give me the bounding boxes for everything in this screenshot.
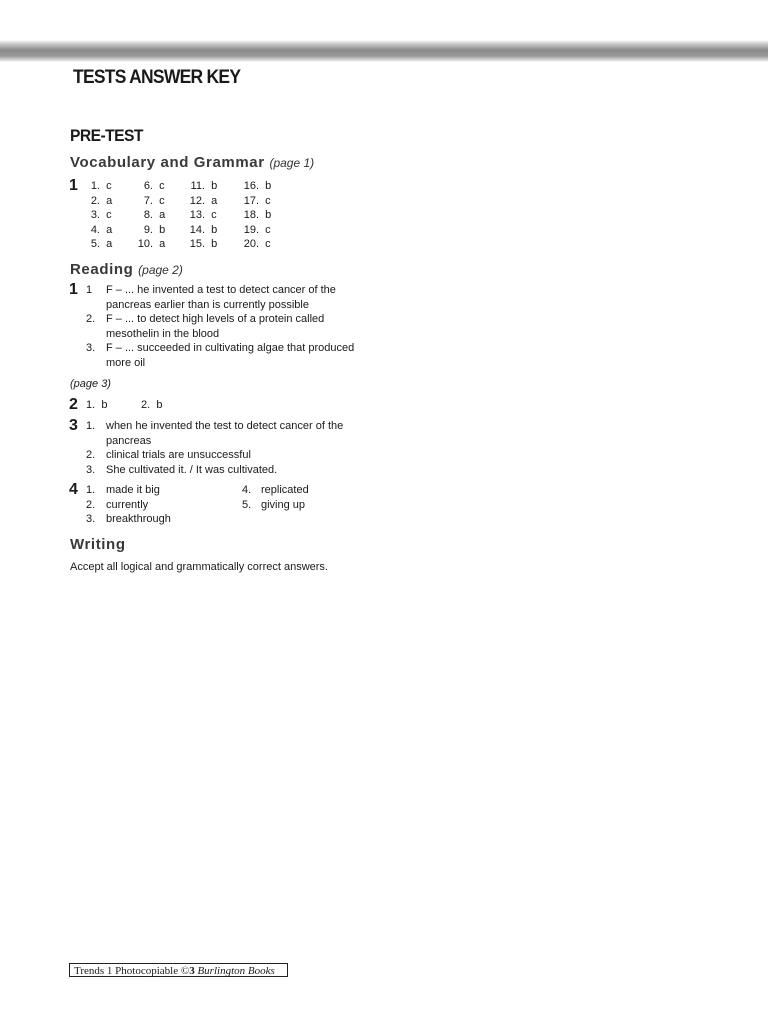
answer-item: 2. a [90, 194, 113, 207]
footer-copyright [69, 963, 288, 977]
answer-item: 16. b [243, 180, 272, 192]
answer-item: 13. c [189, 209, 217, 222]
reading-ex1-list [86, 283, 354, 371]
publisher-logo-mark: 3 [189, 965, 195, 977]
list-item: 1. made it big [86, 484, 160, 496]
answer-item: 19. c [243, 223, 271, 236]
list-item-cont: pancreas [106, 434, 152, 447]
vocab-col-4 [243, 179, 271, 252]
list-item: 5. giving up [242, 498, 306, 511]
list-item: 3. F – ... succeeded in cultivating algae that produced [86, 342, 355, 355]
reading-ex3-number: 3 [69, 417, 78, 434]
answer-item: 7. c [143, 194, 165, 207]
list-item-cont: mesothelin in the blood [106, 327, 220, 340]
list-item: 4. replicated [242, 484, 309, 496]
reading-ex4-left [86, 483, 171, 527]
answer-item: 9. b [143, 223, 166, 236]
reading-heading-text: Reading [70, 261, 134, 278]
answer-item: 18. b [243, 209, 272, 222]
vocab-exercise-number: 1 [69, 177, 78, 194]
vocab-col-3 [189, 179, 217, 252]
answer-item: 8. a [143, 209, 166, 222]
answer-item: 6. c [143, 180, 165, 192]
answer-item: 14. b [189, 223, 218, 236]
reading-ex4-number: 4 [69, 481, 78, 498]
publisher-name: Burlington Books [197, 965, 275, 977]
answer-item: 3. c [90, 209, 112, 222]
writing-text: Accept all logical and grammatically correct answers. [70, 561, 328, 573]
reading-ex4-right [242, 483, 309, 512]
writing-heading: Writing [70, 536, 126, 553]
header-bar [0, 0, 768, 62]
vocab-page-ref: (page 1) [269, 156, 315, 170]
list-item: 1. when he invented the test to detect cancer of the [86, 420, 344, 432]
list-item: 2. F – ... to detect high levels of a protein called [86, 313, 325, 326]
list-item: 3. breakthrough [86, 513, 171, 526]
reading-page-ref: (page 2) [138, 263, 183, 277]
reading-ex2-item-2: 2. b [141, 399, 163, 411]
answer-item: 1. c [90, 180, 112, 192]
reading-heading [70, 261, 183, 278]
page3-ref: (page 3) [70, 378, 111, 390]
answer-item: 10. a [137, 238, 166, 251]
answer-item: 17. c [243, 194, 271, 207]
vocab-col-1 [84, 179, 112, 252]
answer-item: 11. b [190, 180, 218, 192]
section-title: PRE-TEST [70, 126, 143, 145]
answer-item: 5. a [90, 238, 113, 251]
list-item: 1 F – ... he invented a test to detect cancer of the [86, 284, 336, 296]
answer-item: 12. a [189, 194, 218, 207]
answer-item: 15. b [189, 238, 218, 251]
vocab-heading-text: Vocabulary and Grammar [70, 154, 265, 171]
list-item: 2. currently [86, 498, 149, 511]
answer-item: 4. a [90, 223, 113, 236]
vocab-col-2 [137, 179, 165, 252]
reading-ex2-number: 2 [69, 396, 78, 413]
reading-ex3-list [86, 419, 343, 477]
list-item-cont: more oil [106, 356, 146, 369]
reading-ex1-number: 1 [69, 281, 78, 298]
list-item: 3. She cultivated it. / It was cultivated. [86, 463, 278, 476]
footer-series: Trends 1 Photocopiable © [74, 965, 190, 977]
page-title: TESTS ANSWER KEY [73, 67, 241, 88]
list-item-cont: pancreas earlier than is currently possible [106, 298, 309, 311]
list-item: 2. clinical trials are unsuccessful [86, 449, 251, 462]
reading-ex2-item-1: 1. b [86, 399, 108, 411]
vocab-heading [70, 154, 314, 171]
answer-item: 20. c [243, 238, 271, 251]
